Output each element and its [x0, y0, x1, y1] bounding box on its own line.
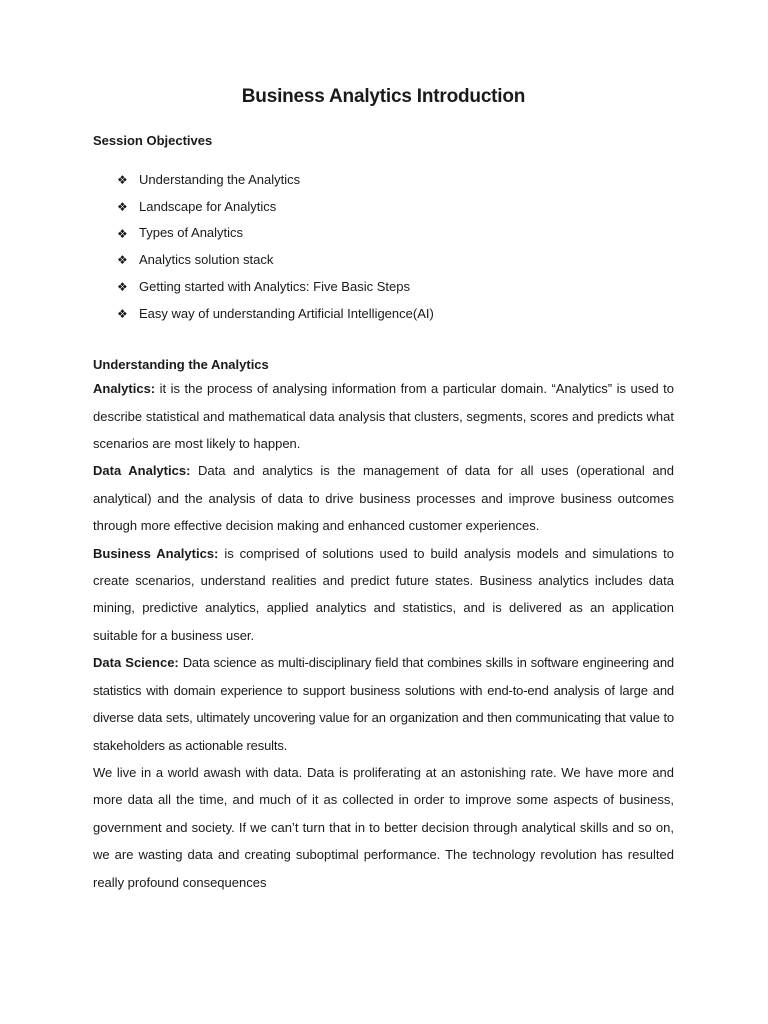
session-objectives-heading: Session Objectives	[93, 133, 213, 148]
data-science-paragraph	[93, 649, 674, 759]
diamond-bullet-icon: ❖	[117, 306, 128, 321]
objectives-list	[93, 167, 674, 327]
objective-text: Analytics solution stack	[139, 252, 274, 268]
world-data-text: We live in a world awash with data. Data is proliferating at an astonishing rate. We have more and more data all the time, and much of it as collected in order to improve some aspects of business, government and society. If we can’t turn that in to better decision through analytical skills and so on, we are wasting data and creating suboptimal performance. The technology revolution has resulted really profound consequences	[93, 764, 674, 890]
analytics-paragraph	[93, 375, 674, 457]
diamond-bullet-icon: ❖	[117, 280, 128, 295]
list-item	[117, 220, 674, 247]
list-item	[117, 167, 674, 194]
diamond-bullet-icon: ❖	[117, 226, 128, 241]
list-item	[117, 274, 674, 301]
analytics-text: it is the process of analysing information from a particular domain. “Analytics” is used to describe statistical and mathematical data analysis that clusters, segments, scores and predicts what scenarios are most likely to happen.	[93, 381, 674, 452]
business-analytics-paragraph	[93, 540, 674, 650]
business-analytics-term: Business Analytics:	[93, 545, 219, 561]
understanding-analytics-heading: Understanding the Analytics	[93, 357, 269, 373]
objective-text: Types of Analytics	[139, 225, 244, 241]
list-item	[117, 247, 674, 274]
data-analytics-text: Data and analytics is the management of data for all uses (operational and analytical) and the analysis of data to drive business processes and improve business outcomes through more effective decision making and enhanced customer experiences.	[93, 463, 675, 534]
document-title: Business Analytics Introduction	[241, 86, 526, 107]
analytics-term: Analytics:	[93, 381, 156, 397]
diamond-bullet-icon: ❖	[117, 200, 128, 215]
document-page	[93, 86, 674, 896]
list-item	[117, 301, 674, 328]
diamond-bullet-icon: ❖	[117, 253, 128, 268]
objective-text: Understanding the Analytics	[139, 172, 301, 187]
data-science-term: Data Science:	[93, 655, 179, 671]
world-data-paragraph	[93, 759, 674, 896]
data-analytics-term: Data Analytics:	[93, 463, 191, 479]
list-item	[117, 194, 674, 221]
objective-text: Getting started with Analytics: Five Basic Steps	[139, 278, 410, 294]
business-analytics-text: is comprised of solutions used to build analysis models and simulations to create scenarios, understand realities and predict future states. Business analytics includes data mining, predictive analytics, applied analytics and statistics, and is delivered as an application suitable for a business user.	[93, 545, 675, 643]
objective-text: Easy way of understanding Artificial Intelligence(AI)	[139, 305, 434, 321]
data-analytics-paragraph	[93, 457, 674, 539]
objective-text: Landscape for Analytics	[139, 198, 277, 214]
diamond-bullet-icon: ❖	[117, 173, 128, 188]
data-science-text: Data science as multi-disciplinary field that combines skills in software engineering and statistics with domain experience to support business solutions with end-to-end analysis of large and diverse data sets, ultimately uncovering value for an organization and then communicating that value to stakeholders as actionable results.	[93, 655, 674, 753]
